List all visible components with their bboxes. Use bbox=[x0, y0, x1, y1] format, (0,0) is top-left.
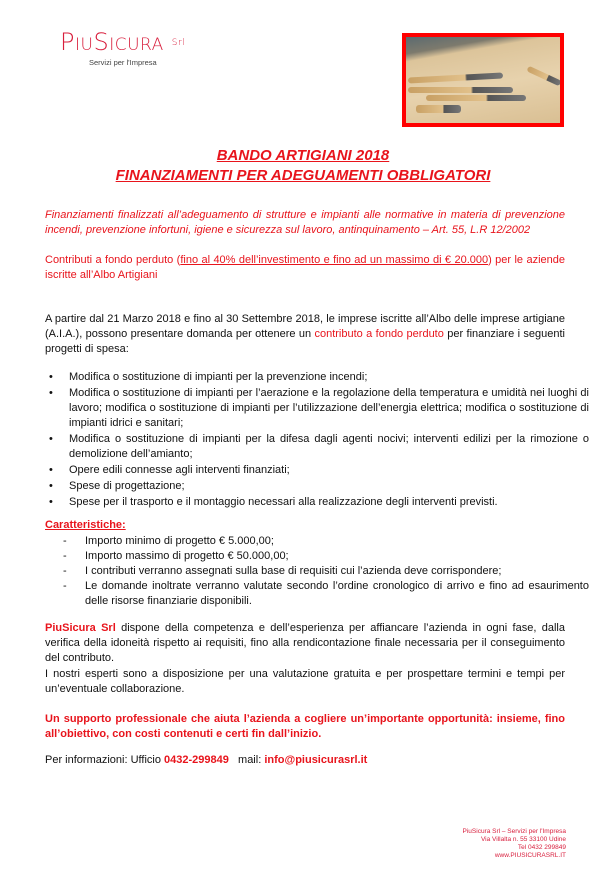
email-link[interactable]: info@piusicurasrl.it bbox=[264, 754, 368, 766]
mail-label: mail: bbox=[228, 754, 265, 766]
company-name: PiuSicura Srl bbox=[45, 622, 116, 634]
intro-italic-paragraph: Finanziamenti finalizzati all’adeguamento di strutture e impianti alle normative in materia di prevenzione incendi, prevenzione infortuni, igiene e sicurezza sul lavoro, antinquinamento – Art. 55, L.R 12/2002 bbox=[45, 209, 565, 236]
company-paragraph bbox=[45, 621, 565, 666]
footer-website[interactable]: www.PIUSICURASRL.IT bbox=[494, 852, 566, 859]
list-item: - Le domande inoltrate verranno valutate secondo l’ordine cronologico di arrivo e fino ad esaurimento delle risorse finanziarie disponibili. bbox=[85, 579, 589, 609]
contact-label: Per informazioni: Ufficio bbox=[45, 754, 165, 766]
logo-letters: IU bbox=[74, 35, 94, 55]
company-paragraph-text: dispone della competenza e dell’esperienza per affiancare l’azienda in ogni fase, dalla verifica della idoneità rispetto ai requisiti, fino alla rendicontazione finale necessaria per il conseguimento del contributo. bbox=[45, 622, 565, 664]
chisel-graphic bbox=[408, 87, 513, 93]
characteristics-heading: Caratteristiche: bbox=[45, 519, 126, 531]
contrib-prefix: Contributi a fondo perduto ( bbox=[45, 254, 181, 266]
contrib-suffix: ) per le aziende iscritte all’Albo Artigiani bbox=[45, 254, 565, 281]
para1-text-end: per finanziare i seguenti progetti di spesa: bbox=[45, 328, 565, 355]
list-item: • Modifica o sostituzione di impianti per la difesa dagli agenti nocivi; interventi edilizi per la rimozione o demolizione dell’amianto; bbox=[69, 432, 589, 462]
document-title bbox=[0, 146, 606, 186]
eligible-expenses-list bbox=[45, 370, 589, 511]
header-photo bbox=[402, 33, 564, 127]
logo-srl: Srl bbox=[171, 38, 186, 48]
chisel-graphic bbox=[426, 95, 526, 101]
logo-letter: P bbox=[60, 28, 75, 56]
footer-address-line: Via Villalta n. 55 33100 Udine bbox=[480, 836, 566, 843]
experts-paragraph: I nostri esperti sono a disposizione per una valutazione gratuita e per prospettare termini e tempi per un’eventuale collaborazione. bbox=[45, 668, 565, 695]
logo-tagline: Servizi per l'Impresa bbox=[89, 58, 157, 67]
intro-contribution-paragraph bbox=[45, 253, 565, 283]
contact-line bbox=[45, 754, 367, 766]
list-item: • Opere edili connesse agli interventi finanziati; bbox=[69, 463, 589, 478]
phone-link[interactable]: 0432-299849 bbox=[164, 754, 229, 766]
footer-phone: Tel 0432 299849 bbox=[517, 844, 566, 851]
characteristics-list bbox=[61, 534, 589, 609]
list-item: • Spese di progettazione; bbox=[69, 479, 589, 494]
logo-wordmark bbox=[60, 30, 185, 57]
list-item: - Importo minimo di progetto € 5.000,00; bbox=[85, 534, 589, 549]
para1-text: A partire dal 21 Marzo 2018 e fino al 30 Settembre 2018, le imprese iscritte all’Albo delle imprese artigiane (A.I.A.), possono presentare domanda per ottenere un bbox=[45, 313, 565, 340]
chisel-graphic bbox=[526, 66, 561, 87]
chisel-graphic bbox=[408, 73, 503, 84]
logo-letters: ICURA bbox=[109, 35, 164, 55]
list-item: • Modifica o sostituzione di impianti per la prevenzione incendi; bbox=[69, 370, 589, 385]
list-item: • Modifica o sostituzione di impianti per l’aerazione e la regolazione della temperatura e umidità nei luoghi di lavoro; modifica o sostituzione di impianti per l’utilizzazione dell’energia elettrica; modifica o sostituzione di impianti idrici e sanitari; bbox=[69, 386, 589, 431]
list-item: - Importo massimo di progetto € 50.000,00; bbox=[85, 549, 589, 564]
company-logo bbox=[60, 30, 185, 67]
title-line-2: FINANZIAMENTI PER ADEGUAMENTI OBBLIGATORI bbox=[115, 167, 491, 184]
title-line-1: BANDO ARTIGIANI 2018 bbox=[216, 147, 390, 164]
chisel-graphic bbox=[416, 105, 461, 113]
contrib-amount: fino al 40% dell’investimento e fino ad un massimo di € 20.000 bbox=[180, 254, 489, 266]
footer-address bbox=[463, 828, 566, 860]
para1-highlight: contributo a fondo perduto bbox=[314, 328, 444, 340]
list-item: - I contributi verranno assegnati sulla base di requisiti cui l’azienda deve corrispondere; bbox=[85, 564, 589, 579]
eligibility-paragraph bbox=[45, 312, 565, 357]
footer-company: PiuSicura Srl – Servizi per l'Impresa bbox=[462, 828, 566, 835]
list-item: • Spese per il trasporto e il montaggio necessari alla realizzazione degli interventi previsti. bbox=[69, 495, 589, 510]
logo-letter: S bbox=[93, 28, 110, 56]
support-slogan: Un supporto professionale che aiuta l’azienda a cogliere un’importante opportunità: insieme, fino all’obiettivo, con costi contenuti e certi fin dall’inizio. bbox=[45, 713, 565, 740]
